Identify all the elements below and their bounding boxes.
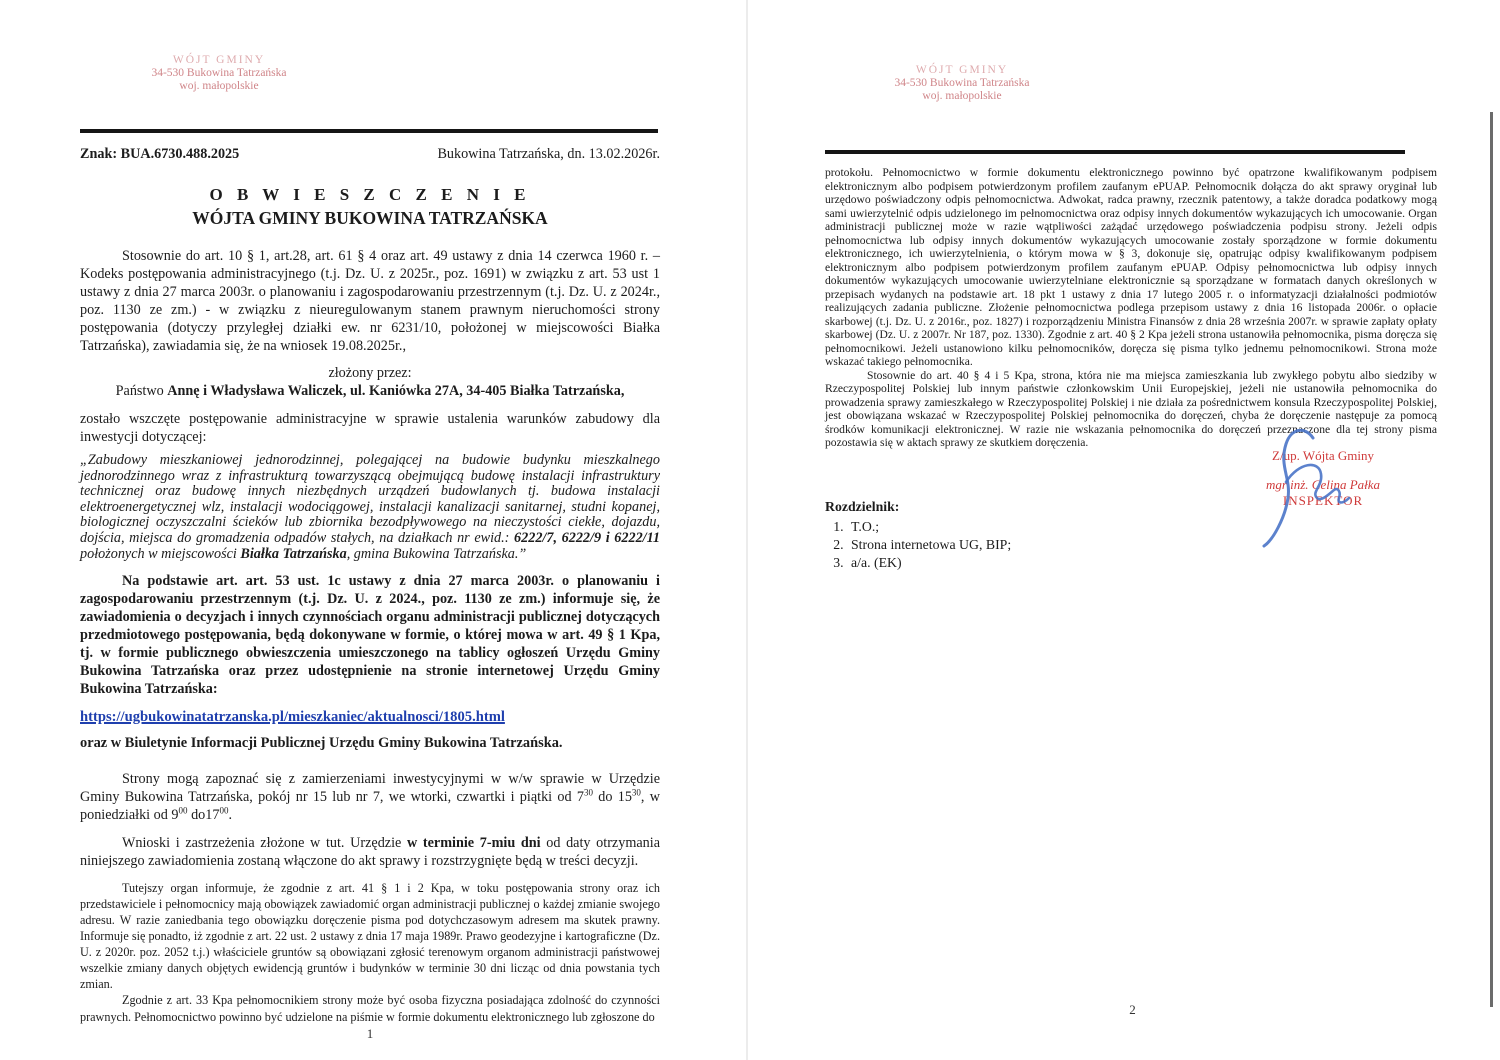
proceeding-paragraph: zostało wszczęte postępowanie administracyjne w sprawie ustalenia warunków zabudowy dla inwestycji dotyczącej: [80,411,660,446]
distribution-title: Rozdzielnik: [825,499,900,514]
deadline-term: w terminie 7-miu dni [406,834,541,851]
viewing-hours-paragraph [80,771,660,825]
distribution-items [825,518,1011,572]
deadline-part2: od daty otrzymania niniejszego zawiadomienia zostaną włączone do akt sprawy i rozstrzygnięte będą w treści decyzji. [80,834,660,869]
signer-position: INSPEKTOR [1282,493,1364,508]
title-line-2: WÓJTA GMINY BUKOWINA TATRZAŃSKA [192,208,548,228]
office-stamp [867,64,1057,103]
case-reference [80,146,239,163]
office-stamp [124,54,314,93]
viewing-part2: do 15 [592,789,632,806]
reference-row [80,146,660,163]
applicant-line [80,383,660,401]
fine-print-1: Tutejszy organ informuje, że zgodnie z art. 41 § 1 i 2 Kpa, w toku postępowania strony oraz ich przedstawiciele i pełnomocnicy mają obowiązek zawiadomić organ administracji publicznej o każdej zmianie swojego adresu. W razie zaniedbania tego obowiązku doręczenie pisma pod dotychczasowym adresem ma skutek prawny. Informuje się ponadto, iż zgodnie z art. 22 ust. 2 ustawy z dnia 17 maja 1989r. Prawo geodezyjne i kartograficzne (Dz. U. z 2020r. poz. 2052 t.j.) właściciele gruntów są obowiązani zgłosić terenowym organom administracji państwowej wszelkie zmiany danych objętych ewidencją gruntów i budynków w terminie 30 dni licząc od dnia powstania tych zmian. [80,880,660,992]
viewing-sup2: 30 [631,787,641,798]
residence-paragraph: Stosownie do art. 40 § 4 i 5 Kpa, strona, która nie ma miejsca zamieszkania lub zwykłego pobytu albo siedziby w Rzeczypospolitej Polskiej lub innym państwie członkowskim Unii Europejskiej, jeżeli nie ustanowiła pełnomocnika do prowadzenia sprawy zamieszkałego w Rzeczypospolitej Polskiej i nie działa za pośrednictwem konsula Rzeczypospolitej Polskiej, jest obowiązana wskazać w Rzeczypospolitej Polskiej pełnomocnika do doręczeń, chyba że doręczenie następuje za pomocą środków komunikacji elektronicznej. W razie nie wskazania pełnomocnika do doręczeń przeznaczone dla tej strony pisma pozostawia się w aktach sprawy ze skutkiem doręczenia. [825,368,1437,449]
stamp-region: woj. małopolskie [922,90,1002,102]
document-title [80,185,660,229]
deadline-part1: Wnioski i zastrzeżenia złożone w tut. Urzędzie [122,834,407,851]
viewing-sup3: 00 [178,805,188,816]
bip-line: oraz w Biuletynie Informacji Publicznej Urzędu Gminy Bukowina Tatrzańska. [80,735,563,752]
announcement-link[interactable]: https://ugbukowinatatrzanska.pl/mieszkaniec/aktualnosci/1805.html [80,709,505,726]
legal-continuation-block [825,166,1437,450]
page-number: 1 [366,1026,374,1041]
applicant-prefix: Państwo [115,383,168,400]
page-scan-divider [746,0,748,1060]
header-rule [80,129,658,133]
quote-body: „Zabudowy mieszkaniowej jednorodzinnej, polegającej na budowie budynku mieszkalnego jednorodzinnego wraz z infrastrukturą towarzyszącą obejmującą budowę instalacji infrastruktury technicznej oraz budowę innych niezbędnych urządzeń budowlanych tj. budowa instalacji elektroenergetycznej wlz, instalacji wodociągowej, instalacji kanalizacji sanitarnej, studni kopanej, biologicznej oczyszczalni ścieków lub zbiornika bezodpływowego na nieczystości ciekłe, dojazdu, dojścia, miejsca do gromadzenia odpadów stałych, na działkach nr ewid.: [80,452,660,547]
viewing-part3: , w poniedziałki od 9 [80,789,661,824]
reference-value: BUA.6730.488.2025 [120,146,240,162]
stamp-address: 34-530 Bukowina Tatrzańska [151,67,287,79]
signer-name: mgr inż. Celina Pałka [1265,477,1381,492]
scan-edge-artifact [1490,112,1493,1007]
title-line-1: O B W I E S Z C Z E N I E [209,185,531,204]
document-page-2 [825,0,1440,1060]
distribution-list [825,498,1011,572]
deadline-paragraph [80,835,660,871]
reference-label: Znak: [80,146,118,162]
applicant-name-address: Annę i Władysława Waliczek, ul. Kaniówka 27A, 34-405 Białka Tatrzańska, [167,383,625,400]
investment-description-quote [80,453,660,562]
fine-print-block [80,880,660,1025]
dateline: Bukowina Tatrzańska, dn. 13.02.2026r. [437,146,660,162]
quote-tail: , gmina Bukowina Tatrzańska.” [346,545,527,562]
stamp-authority: WÓJT GMINY [915,64,1009,76]
quote-village: Białka Tatrzańska [240,545,347,562]
distribution-item: 3. a/a. (EK) [847,554,1011,572]
stamp-authority: WÓJT GMINY [172,54,266,66]
intro-paragraph: Stosownie do art. 10 § 1, art.28, art. 61 § 4 oraz art. 49 ustawy z dnia 14 czerwca 1960 r. – Kodeks postępowania administracyjnego (t.j. Dz. U. z 2025r., poz. 1691) w związku z art. 53 ust 1 ustawy z dnia 27 marca 2003r. o planowaniu i zagospodarowaniu przestrzennym (t.j. Dz. U. z 2024r., poz. 1130 ze zm.) - w związku z nieuregulowanym stanem prawnym nieruchomości strony postępowania (dotyczy przyległej działki ew. nr 6231/10, położonej w miejscowości Białka Tatrzańska), zawiadamia się, że na wniosek 19.08.2025r., [80,248,660,354]
document-page-1 [80,0,660,1060]
fine-print-2: Zgodnie z art. 33 Kpa pełnomocnikiem strony może być osoba fizyczna posiadająca zdolność do czynności prawnych. Pełnomocnictwo powinno być udzielone na piśmie w formie dokumentu elektronicznego lub zgłoszone do [80,993,660,1024]
distribution-item: 1. T.O.; [847,518,1011,536]
stamp-region: woj. małopolskie [179,80,259,92]
continuation-paragraph: protokołu. Pełnomocnictwo w formie dokumentu elektronicznego powinno być opatrzone kwalifikowanym podpisem elektronicznym albo podpisem potwierdzonym profilem zaufanym ePUAP. Pełnomocnik dołącza do akt sprawy oryginał lub urzędowo poświadczony odpis pełnomocnictwa. Adwokat, radca prawny, rzecznik patentowy, a także doradca podatkowy mogą sami uwierzytelnić odpis udzielonego im pełnomocnictwa oraz odpisy innych dokumentów wykazujących ich umocowanie. Organ administracji publicznej może w razie wątpliwości zażądać urzędowego poświadczenia podpisu strony. Jeżeli odpis pełnomocnictwa lub odpisy innych dokumentów wykazujących umocowanie zostały sporządzone w formie dokumentu elektronicznego, ich uwierzytelnienia, o którym mowa w § 3, dokonuje się, opatrując odpisy kwalifikowanym podpisem elektronicznym albo podpisem potwierdzonym profilem zaufanym ePUAP. Odpisy pełnomocnictwa lub odpisy innych dokumentów wykazujących umocowanie uwierzytelniane elektronicznie są sporządzane w formatach danych określonych w przepisach wydanych na podstawie art. 18 pkt 1 ustawy z dnia 17 lutego 2005 r. o informatyzacji działalności podmiotów realizujących zadania publiczne. Złożenie pełnomocnictwa podlega przepisom ustawy z dnia 16 listopada 2006r. o opłacie skarbowej (t.j. Dz. U. z 2016r., poz. 1827) i rozporządzeniu Ministra Finansów z dnia 28 września 2007r. w sprawie zapłaty opłaty skarbowej (Dz. U. z 2007r. Nr 187, poz. 1330). Zgodnie z art. 40 § 2 Kpa jeżeli strona ustanowiła pełnomocnika, pisma doręcza się pełnomocnikowi. Jeżeli ustanowiono kilku pełnomocników, doręcza się pisma tylko jednemu pełnomocnikowi. Strona może wskazać takiego pełnomocnika. [825,166,1437,368]
signature-block [1213,448,1433,508]
stamp-address: 34-530 Bukowina Tatrzańska [894,77,1030,89]
legal-notice-paragraph: Na podstawie art. art. 53 ust. 1c ustawy z dnia 27 marca 2003r. o planowaniu i zagospodarowaniu przestrzennym (t.j. Dz. U. z 2024., poz. 1130 ze zm.) informuje się, że zawiadomienia o decyzjach i innych czynnościach organu administracji publicznej dotyczących przedmiotowego postępowania, będą dokonywane w formie, o której mowa w art. 49 § 1 Kpa, tj. w formie publicznego obwieszczenia umieszczonego na tablicy ogłoszeń Urzędu Gminy Bukowina Tatrzańska oraz przez udostępnienie na stronie internetowej Urzędu Gminy Bukowina Tatrzańska: [80,573,660,698]
submitted-by-label: złożony przez: [328,365,412,382]
viewing-sup4: 00 [219,805,229,816]
viewing-part1: Strony mogą zapoznać się z zamierzeniami inwestycyjnymi w w/w sprawie w Urzędzie Gminy Bukowina Tatrzańska, pokój nr 15 lub nr 7, we wtorki, czwartki i piątki od 7 [80,771,660,806]
page-number: 2 [1129,1002,1136,1017]
quote-mid: położonych w miejscowości [80,545,241,562]
distribution-item: 2. Strona internetowa UG, BIP; [847,536,1011,554]
viewing-part4: do17 [187,807,220,824]
viewing-part5: . [228,807,232,824]
header-rule [825,150,1405,154]
quote-plot-numbers: 6222/7, 6222/9 i 6222/11 [514,530,661,547]
viewing-sup1: 30 [583,787,593,798]
signed-on-behalf: Z/up. Wójta Gminy [1272,448,1374,463]
